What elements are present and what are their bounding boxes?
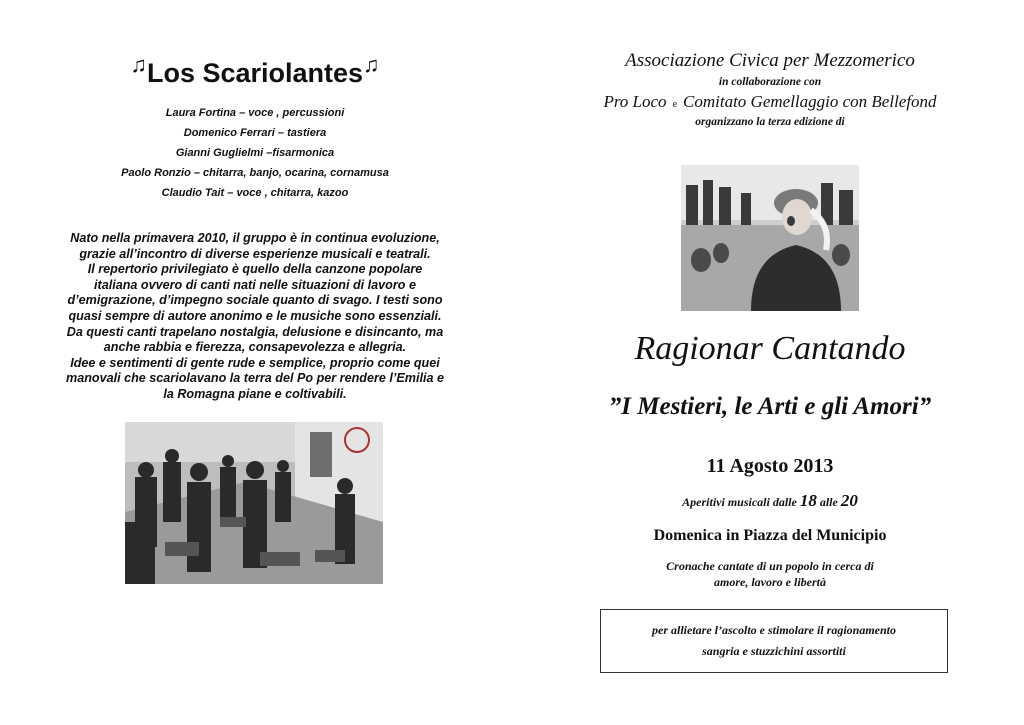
music-note-icon: ♫ [363,52,380,77]
info-box-line2: sangria e stuzzichini assortiti [702,644,846,658]
hour-to: 20 [840,491,858,510]
bio-line: quasi sempre di autore anonimo e le musiche sono essenziali. [68,308,442,323]
event-date: 11 Agosto 2013 [706,455,834,477]
organize-text: organizzano la terza edizione di [695,116,845,128]
member-line: Paolo Ronzio – chitarra, banjo, ocarina, cornamusa [121,167,389,179]
pro-loco: Pro Loco [603,92,667,111]
member-line: Claudio Tait – voce , chitarra, kazoo [161,187,349,199]
left-panel [40,40,470,403]
comitato: Comitato Gemellaggio con Bellefond [683,92,937,111]
bio-line: Idee e sentimenti di gente rude e semplice, proprio come quei [70,355,440,370]
bio-line: Il repertorio privilegiato è quello della canzone popolare [87,262,423,277]
partners-line [560,92,980,112]
event-place: Domenica in Piazza del Municipio [653,527,887,544]
bio-line: anche rabbia e fierezza, consapevolezza e allegria. [103,340,407,355]
bio-line: Da questi canti trapelano nostalgia, delusione e disincanto, ma [66,324,444,339]
event-title: Ragionar Cantando [634,330,906,367]
collaboration-text: in collaborazione con [718,76,822,88]
conjunction: e [672,99,678,110]
member-line: Laura Fortina – voce , percussioni [165,107,345,119]
band-bio [40,231,470,403]
workers-photo-image [125,422,383,584]
members-list [40,103,470,203]
info-box [600,609,948,673]
bio-line: Nato nella primavera 2010, il gruppo è in continua evoluzione, [70,231,440,245]
member-line: Domenico Ferrari – tastiera [183,127,327,139]
singer-photo [681,165,859,311]
music-note-icon: ♫ [130,52,147,77]
member-line: Gianni Guglielmi –fisarmonica [175,147,335,159]
info-box-line1: per allietare l’ascolto e stimolare il ragionamento [652,623,896,637]
bio-line: grazie all’incontro di diverse esperienze musicali e teatrali. [79,246,431,261]
right-panel [560,48,980,128]
aperitivi-line: Aperitivi musicali dalle 18 alle 20 [682,491,858,510]
workers-photo [125,422,383,584]
association-name: Associazione Civica per Mezzomerico [625,50,915,71]
hour-from: 18 [799,491,817,510]
bio-line: d’emigrazione, d’impegno sociale quanto di svago. I testi sono [67,293,443,308]
bio-line: italiana ovvero di canti nati nelle situazioni di lavoro e [94,277,416,292]
cronache-text: Cronache cantate di un popolo in cerca di amore, lavoro e libertà [666,559,874,589]
band-title: ♫Los Scariolantes♫ [130,52,380,88]
event-subtitle: ”I Mestieri, le Arti e gli Amori” [608,393,932,420]
bio-line: manovali che scariolavano la terra del Po per rendere l’Emilia e [66,371,444,386]
bio-line: la Romagna piane e coltivabili. [163,386,347,401]
singer-photo-image [681,165,859,311]
